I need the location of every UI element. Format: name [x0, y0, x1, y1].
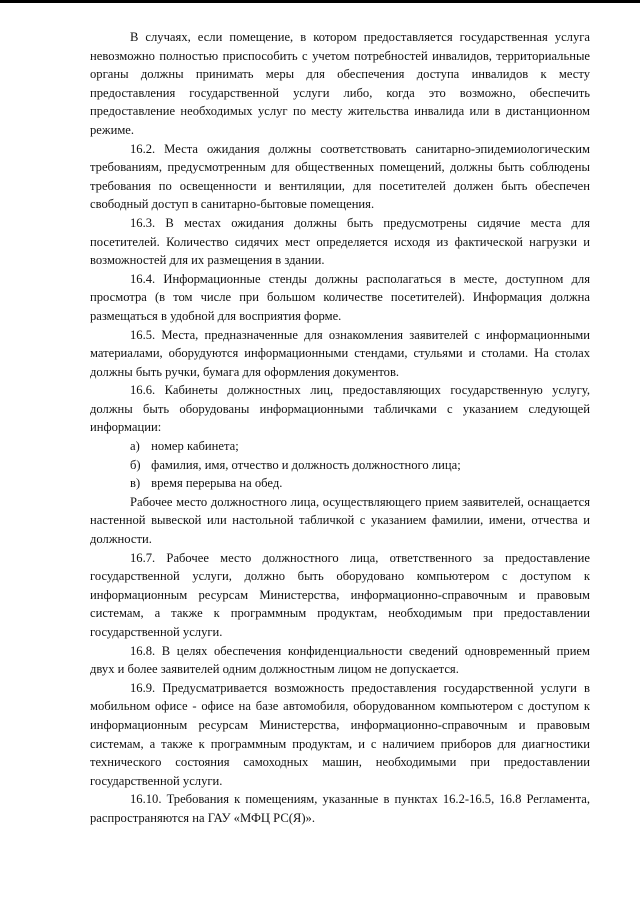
paragraph-16-6: 16.6. Кабинеты должностных лиц, предоставляющих государственную услугу, должны быть оборудованы информационными табличками с указанием следующей информации: — [90, 383, 590, 435]
paragraph-workplace: Рабочее место должностного лица, осуществляющего прием заявителей, оснащается настенной вывеской или настольной табличкой с указанием фамилии, имени, отчества и должности. — [90, 494, 590, 547]
list-marker: а) — [130, 439, 140, 454]
paragraph-16-2: 16.2. Места ожидания должны соответствовать санитарно-эпидемиологическим требованиям, предусмотренным для общественных помещений, должны быть соблюдены требования по освещенности и вентиляции, для посетителей должен быть обеспечен свободный доступ в санитарно-бытовые помещения. — [90, 141, 590, 212]
list-item-v — [90, 474, 590, 493]
paragraph-16-4: 16.4. Информационные стенды должны располагаться в месте, доступном для просмотра (в том числе при большом количестве посетителей). Информация должна размещаться в удобной для восприятия форме. — [90, 271, 590, 323]
list-item-text: номер кабинета; — [151, 439, 239, 454]
list-item-text: время перерыва на обед. — [151, 476, 283, 491]
document-body — [90, 28, 590, 828]
paragraph-intro: В случаях, если помещение, в котором предоставляется государственная услуга невозможно полностью приспособить с учетом потребностей инвалидов, территориальные органы должны принимать меры для обеспечения доступа инвалидов к месту предоставления государственной услуги либо, когда это возможно, обеспечить предоставление необходимых услуг по месту жительства инвалида или в дистанционном режиме. — [90, 30, 590, 137]
list-item-text: фамилия, имя, отчество и должность должностного лица; — [151, 457, 461, 472]
top-border — [0, 0, 640, 3]
list-item-a — [90, 437, 590, 456]
paragraph-16-9: 16.9. Предусматривается возможность предоставления государственной услуги в мобильном офисе - офисе на базе автомобиля, оборудованном компьютером с доступом к информационным ресурсам Министерства, информационно-справочным и правовым системам, а также к программным продуктам, и с наличием приборов для диагностики технического состояния самоходных машин, необходимыми при предоставлении государственной услуги. — [90, 680, 590, 788]
paragraph-16-8: 16.8. В целях обеспечения конфиденциальности сведений одновременный прием двух и более заявителей одним должностным лицом не допускается. — [90, 643, 590, 677]
paragraph-16-7: 16.7. Рабочее место должностного лица, ответственного за предоставление государственной услуги, должно быть оборудовано компьютером с доступом к информационным ресурсам Министерства, информационно-справочным и правовым системам, а также к программным продуктам, необходимым при предоставлении государственной услуги. — [90, 550, 590, 639]
list-marker: в) — [130, 476, 141, 491]
paragraph-16-10: 16.10. Требования к помещениям, указанные в пунктах 16.2-16.5, 16.8 Регламента, распространяются на ГАУ «МФЦ РС(Я)». — [90, 792, 590, 825]
paragraph-16-5: 16.5. Места, предназначенные для ознакомления заявителей с информационными материалами, оборудуются информационными стендами, стульями и столами. На столах должны быть ручки, бумага для оформления документов. — [90, 327, 590, 379]
paragraph-16-3: 16.3. В местах ожидания должны быть предусмотрены сидячие места для посетителей. Количество сидячих мест определяется исходя из фактической нагрузки и возможностей для их размещения в здании. — [90, 215, 590, 268]
list-marker: б) — [130, 457, 141, 472]
list-item-b — [90, 456, 590, 475]
